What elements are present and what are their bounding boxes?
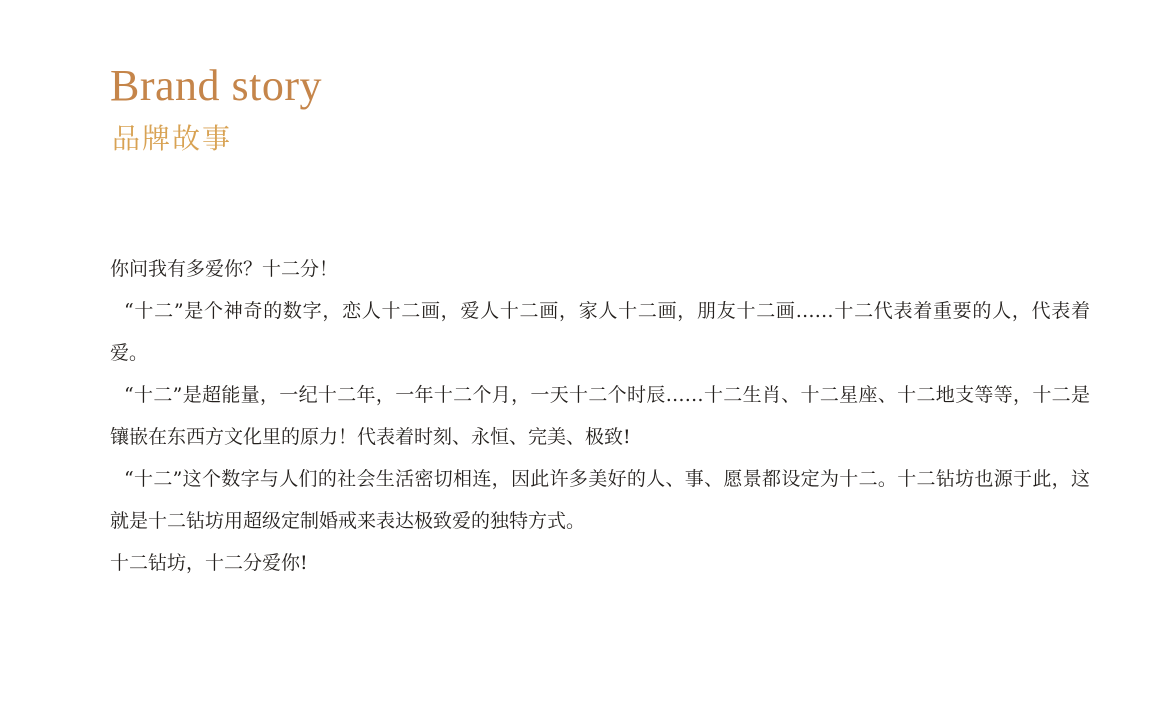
brand-story-body	[110, 248, 1090, 584]
page-title-chinese: 品牌故事	[112, 122, 233, 156]
paragraph-3: “十二”是超能量，一纪十二年，一年十二个月，一天十二个时辰……十二生肖、十二星座、十二地支等等，十二是镶嵌在东西方文化里的原力！代表着时刻、永恒、完美、极致!	[110, 384, 1090, 448]
paragraph-2: “十二”是个神奇的数字，恋人十二画，爱人十二画，家人十二画，朋友十二画……十二代表着重要的人，代表着爱。	[110, 300, 1090, 364]
page-title-english: Brand story	[110, 61, 323, 110]
paragraph-5: 十二钻坊，十二分爱你!	[110, 552, 308, 574]
paragraph-4: “十二”这个数字与人们的社会生活密切相连，因此许多美好的人、事、愿景都设定为十二。十二钻坊也源于此，这就是十二钻坊用超级定制婚戒来表达极致爱的独特方式。	[110, 468, 1090, 532]
paragraph-1: 你问我有多爱你？十二分！	[110, 258, 339, 280]
slide-header	[110, 62, 810, 156]
